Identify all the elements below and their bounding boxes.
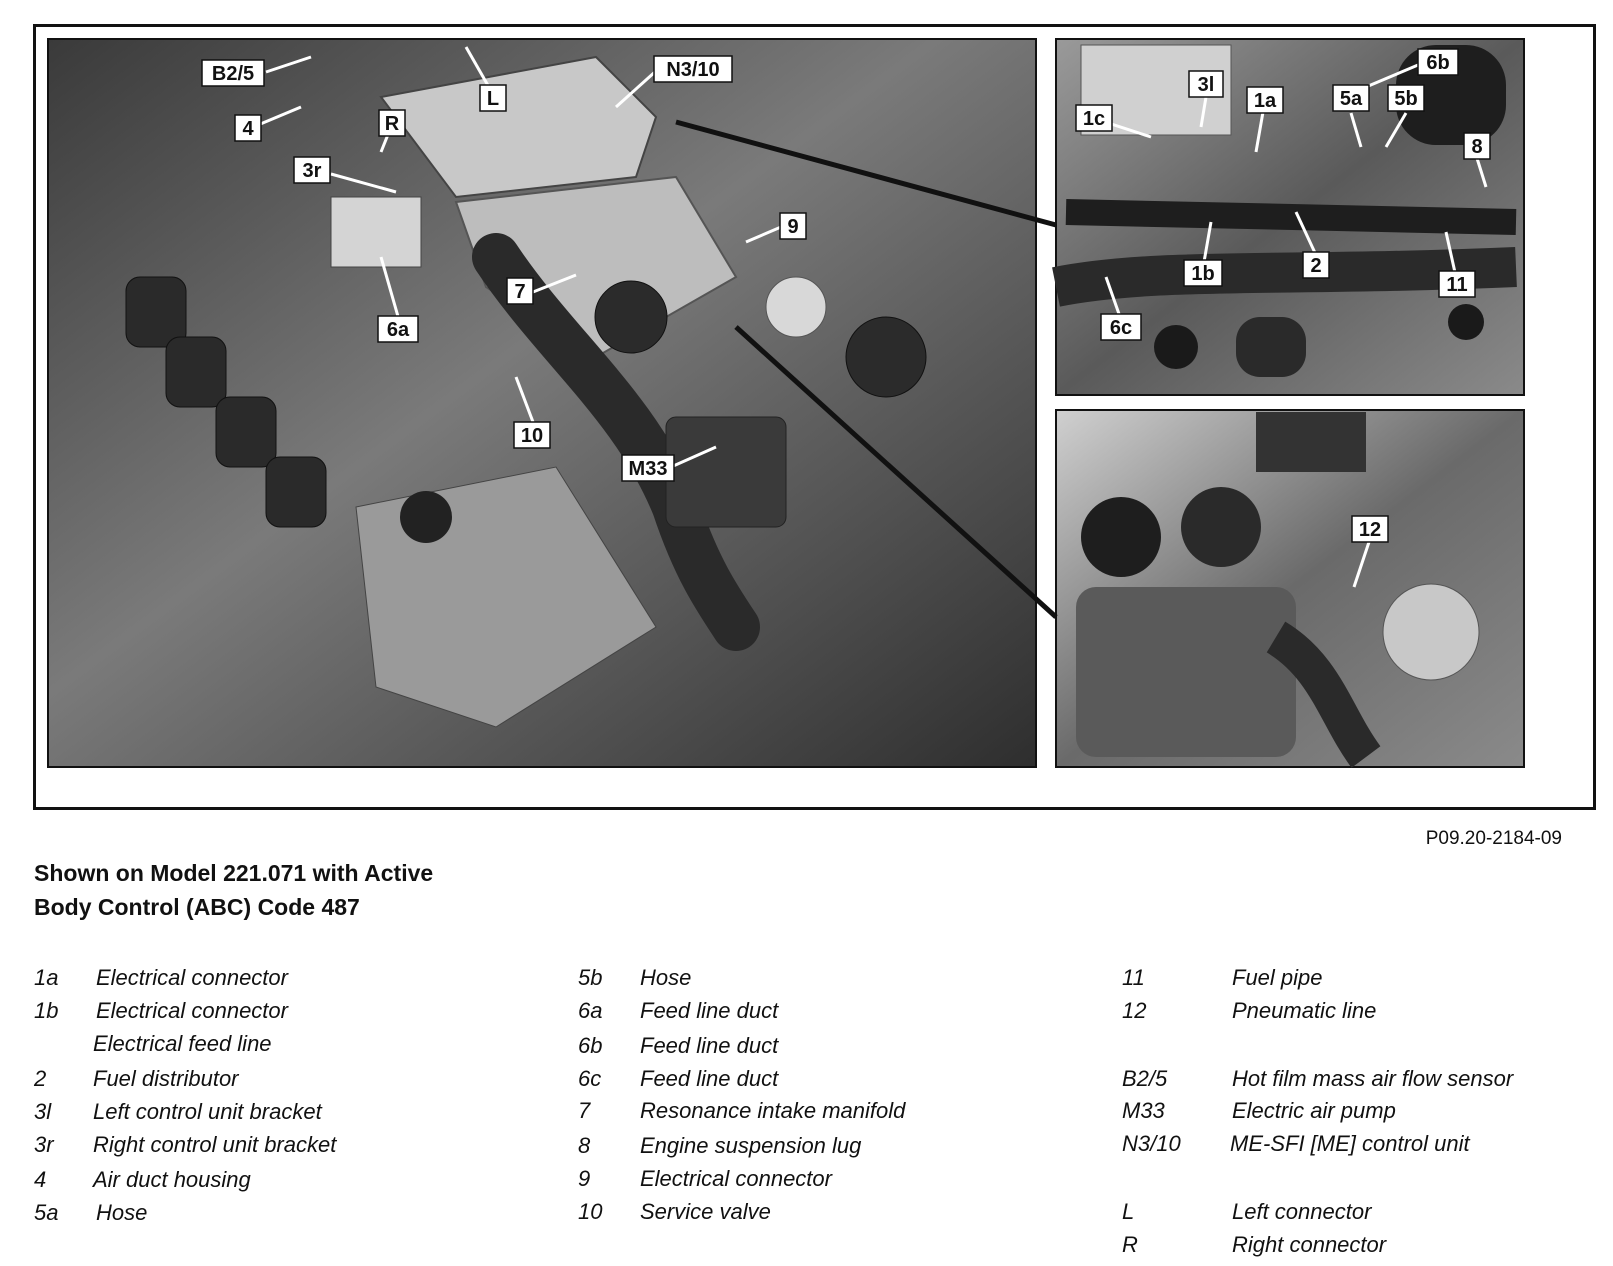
svg-text:11: 11 [1446, 274, 1468, 296]
figure-code: P09.20-2184-09 [1425, 828, 1562, 849]
svg-text:6a: 6a [386, 319, 410, 341]
callout-10 [514, 422, 550, 448]
callout-1a [1247, 87, 1283, 113]
svg-text:9: 9 [787, 216, 799, 238]
svg-text:6b: 6b [1426, 52, 1450, 74]
callout-9 [780, 213, 806, 239]
callout-b2-5 [202, 60, 264, 86]
svg-text:N3/10: N3/10 [666, 59, 720, 81]
callout-2 [1303, 252, 1329, 278]
callout-6a [378, 316, 418, 342]
callout-4 [235, 115, 261, 141]
caption-line-2: Body Control (ABC) Code 487 [34, 894, 360, 920]
svg-text:4: 4 [242, 118, 254, 140]
callout-12 [1352, 516, 1388, 542]
svg-text:1a: 1a [1253, 90, 1277, 112]
callout-n3-10 [654, 56, 732, 82]
callout-b2-5-text: B2/5 [211, 63, 255, 85]
svg-text:8: 8 [1471, 136, 1483, 158]
svg-text:12: 12 [1358, 519, 1382, 541]
callout-3l [1189, 71, 1223, 97]
figure-frame [33, 24, 1596, 810]
caption-line-1: Shown on Model 221.071 with Active [34, 860, 434, 886]
callout-7 [507, 278, 533, 304]
caption [34, 856, 433, 924]
callout-8 [1464, 133, 1490, 159]
svg-text:R: R [384, 113, 400, 135]
svg-text:M33: M33 [628, 458, 668, 480]
svg-text:1c: 1c [1082, 108, 1106, 130]
svg-text:2: 2 [1310, 255, 1322, 277]
svg-text:3r: 3r [302, 160, 322, 182]
callout-1c [1076, 105, 1112, 131]
callout-l [480, 85, 506, 111]
svg-text:L: L [486, 88, 500, 110]
callout-1b [1184, 260, 1222, 286]
svg-text:5b: 5b [1394, 88, 1418, 110]
callout-5a [1333, 85, 1369, 111]
svg-text:1b: 1b [1191, 263, 1215, 285]
callout-5b [1388, 85, 1424, 111]
callout-6b [1418, 49, 1458, 75]
callout-11 [1439, 271, 1475, 297]
callout-6c [1101, 314, 1141, 340]
callout-r [379, 110, 405, 136]
svg-text:5a: 5a [1339, 88, 1363, 110]
svg-text:10: 10 [520, 425, 544, 447]
svg-text:6c: 6c [1109, 317, 1133, 339]
callout-3r [294, 157, 330, 183]
svg-text:7: 7 [514, 281, 526, 303]
callout-m33 [622, 455, 674, 481]
svg-text:3l: 3l [1197, 74, 1215, 96]
